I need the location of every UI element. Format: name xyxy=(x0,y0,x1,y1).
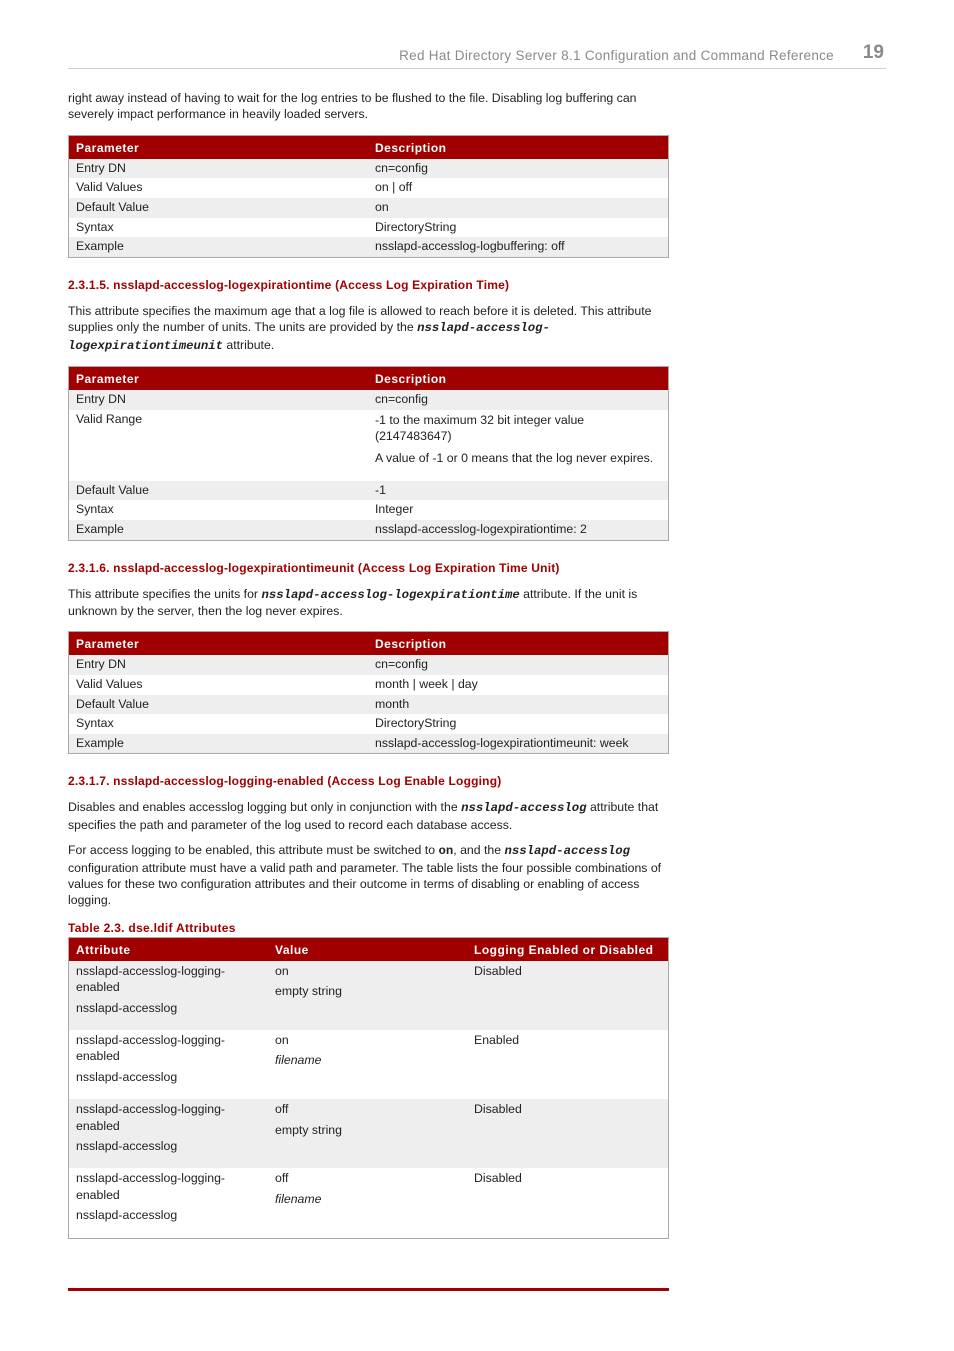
table-cell xyxy=(69,1168,269,1238)
table-cell: Syntax xyxy=(76,219,114,234)
text-run: attribute. xyxy=(222,337,275,352)
attribute-name: nsslapd-accesslog-logging-enabled xyxy=(76,963,226,995)
table-cell: Syntax xyxy=(76,502,114,517)
page-content xyxy=(68,90,669,1259)
attribute-value: on xyxy=(275,1033,289,1048)
attribute-name: nsslapd-accesslog xyxy=(76,1000,178,1015)
table-cell: on xyxy=(368,198,669,218)
logging-result: Disabled xyxy=(474,963,522,978)
table-cell: nsslapd-accesslog-logexpirationtime: 2 xyxy=(368,520,669,540)
table-row xyxy=(69,1099,669,1168)
table-cell: Entry DN xyxy=(69,655,369,675)
logging-result: Disabled xyxy=(474,1171,522,1186)
column-header: Parameter xyxy=(69,367,369,391)
table-cell: Valid Range xyxy=(76,411,143,426)
table-cell xyxy=(268,1030,467,1099)
table-cell: DirectoryString xyxy=(375,219,457,234)
attribute-name: nsslapd-accesslog xyxy=(76,1139,178,1154)
table-cell: nsslapd-accesslog-logexpirationtimeunit: week xyxy=(368,734,669,754)
table-cell xyxy=(69,1030,269,1099)
table-cell: month xyxy=(368,695,669,715)
table-cell: Valid Values xyxy=(76,677,143,691)
table-cell: Syntax xyxy=(76,716,114,731)
table-cell: cn=config xyxy=(368,655,669,675)
table-header-row xyxy=(69,367,669,391)
text-run: configuration attribute must have a valid path and parameter. The table lists the four possible combinations of values for these two configuration attributes and their outcome in terms of disabling or enabling of access logging. xyxy=(68,860,662,908)
table-row xyxy=(69,500,669,520)
table-row xyxy=(69,237,669,257)
code-term: nsslapd-accesslog-logexpirationtimeunit xyxy=(68,321,550,353)
table-row xyxy=(69,1030,669,1099)
section-paragraph xyxy=(68,586,669,620)
attribute-name: nsslapd-accesslog-logging-enabled xyxy=(76,1171,226,1202)
section-heading: 2.3.1.6. nsslapd-accesslog-logexpirationtimeunit (Access Log Expiration Time Unit) xyxy=(68,560,560,575)
table-cell: Entry DN xyxy=(69,159,369,179)
column-header: Attribute xyxy=(69,937,269,961)
table-cell: Entry DN xyxy=(69,390,369,410)
text-run: attribute. If the unit is unknown by the server, then the log never expires. xyxy=(68,586,638,618)
table-row xyxy=(69,481,669,501)
page-number: 19 xyxy=(862,42,884,63)
code-term: nsslapd-accesslog-logexpirationtime xyxy=(261,587,520,602)
bottom-divider xyxy=(68,1288,669,1291)
table-header-row xyxy=(69,632,669,656)
attribute-name: nsslapd-accesslog xyxy=(76,1069,178,1084)
text-run: This attribute specifies the maximum age that a log file is allowed to reach before it is deleted. This attribute supplies only the number of units. The units are provided by the xyxy=(68,303,652,335)
table-cell: Integer xyxy=(375,502,414,517)
table-cell xyxy=(268,961,467,1030)
table-cell: Valid Values xyxy=(76,180,143,195)
attribute-value: off xyxy=(275,1171,289,1186)
cell-paragraph: -1 to the maximum 32 bit integer value (2147483647) xyxy=(375,412,585,443)
table-caption: Table 2.3. dse.ldif Attributes xyxy=(68,920,236,935)
table-cell: Example xyxy=(69,237,369,257)
attribute-value: empty string xyxy=(275,984,342,999)
logging-result: Enabled xyxy=(474,1033,520,1048)
table-cell: -1 xyxy=(368,481,669,501)
table-cell xyxy=(467,961,669,1030)
table-cell: Default Value xyxy=(69,198,369,218)
table-cell: on | off xyxy=(375,180,413,195)
dse-ldif-attributes-table xyxy=(68,937,669,1239)
column-header: Value xyxy=(268,937,467,961)
section-heading: 2.3.1.5. nsslapd-accesslog-logexpirationtime (Access Log Expiration Time) xyxy=(68,277,510,292)
table-cell xyxy=(467,1168,669,1238)
table-row xyxy=(69,410,669,481)
table-row xyxy=(69,675,669,695)
column-header: Parameter xyxy=(69,632,369,656)
logexpirationtime-table xyxy=(68,366,669,541)
text-run: Disables and enables accesslog logging but only in conjunction with the xyxy=(68,800,462,815)
code-term: nsslapd-accesslog xyxy=(504,844,630,859)
attribute-name: nsslapd-accesslog-logging-enabled xyxy=(76,1033,226,1064)
attribute-value: filename xyxy=(275,1053,322,1068)
table-cell: cn=config xyxy=(368,390,669,410)
cell-paragraph: A value of -1 or 0 means that the log never expires. xyxy=(375,451,654,466)
section-paragraph xyxy=(68,799,669,833)
table-cell: month | week | day xyxy=(375,677,478,691)
attribute-value: on xyxy=(275,963,289,978)
table-row xyxy=(69,734,669,754)
table-cell: Example xyxy=(69,734,369,754)
text-run: This attribute specifies the units for xyxy=(68,586,262,601)
table-cell xyxy=(467,1030,669,1099)
table-row xyxy=(69,198,669,218)
section-heading: 2.3.1.7. nsslapd-accesslog-logging-enabled (Access Log Enable Logging) xyxy=(68,774,502,789)
column-header: Description xyxy=(368,135,669,159)
attribute-value: empty string xyxy=(275,1122,342,1137)
table-header-row xyxy=(69,135,669,159)
table-row xyxy=(69,159,669,179)
text-run: , and the xyxy=(453,843,505,858)
text-run: attribute that specifies the path and parameter of the log used to record each database access. xyxy=(68,800,659,832)
logbuffering-table xyxy=(68,135,669,258)
table-cell: nsslapd-accesslog-logbuffering: off xyxy=(368,237,669,257)
table-cell: DirectoryString xyxy=(375,716,457,731)
table-cell: Default Value xyxy=(69,695,369,715)
code-term: on xyxy=(438,844,454,859)
table-row xyxy=(69,178,669,198)
table-row xyxy=(69,520,669,540)
intro-paragraph: right away instead of having to wait for the log entries to be flushed to the file. Disabling log buffering can severely impact performance in heavily loaded servers. xyxy=(68,91,637,122)
table-cell: Example xyxy=(69,520,369,540)
code-term: nsslapd-accesslog xyxy=(461,801,587,816)
attribute-value: filename xyxy=(275,1191,322,1206)
table-row xyxy=(69,695,669,715)
section-paragraph xyxy=(68,842,669,909)
table-row xyxy=(69,1168,669,1238)
table-cell xyxy=(467,1099,669,1168)
table-row xyxy=(69,655,669,675)
table-cell xyxy=(69,1099,269,1168)
attribute-value: off xyxy=(275,1102,289,1117)
table-row xyxy=(69,961,669,1030)
column-header: Logging Enabled or Disabled xyxy=(467,937,669,961)
attribute-name: nsslapd-accesslog-logging-enabled xyxy=(76,1102,226,1133)
attribute-name: nsslapd-accesslog xyxy=(76,1208,178,1223)
column-header: Description xyxy=(368,367,669,391)
logging-result: Disabled xyxy=(474,1102,522,1117)
table-row xyxy=(69,218,669,238)
table-cell xyxy=(268,1099,467,1168)
header-title: Red Hat Directory Server 8.1 Configuration and Command Reference xyxy=(399,48,834,63)
table-cell xyxy=(268,1168,467,1238)
table-row xyxy=(69,714,669,734)
table-cell: Default Value xyxy=(69,481,369,501)
text-run: For access logging to be enabled, this attribute must be switched to xyxy=(68,843,439,858)
table-cell: cn=config xyxy=(368,159,669,179)
section-paragraph xyxy=(68,303,669,354)
logexpirationtimeunit-table xyxy=(68,631,669,754)
column-header: Description xyxy=(368,632,669,656)
table-cell xyxy=(368,410,669,481)
column-header: Parameter xyxy=(69,135,369,159)
table-cell xyxy=(69,961,269,1030)
page-header xyxy=(68,42,886,69)
table-row xyxy=(69,390,669,410)
table-header-row xyxy=(69,937,669,961)
